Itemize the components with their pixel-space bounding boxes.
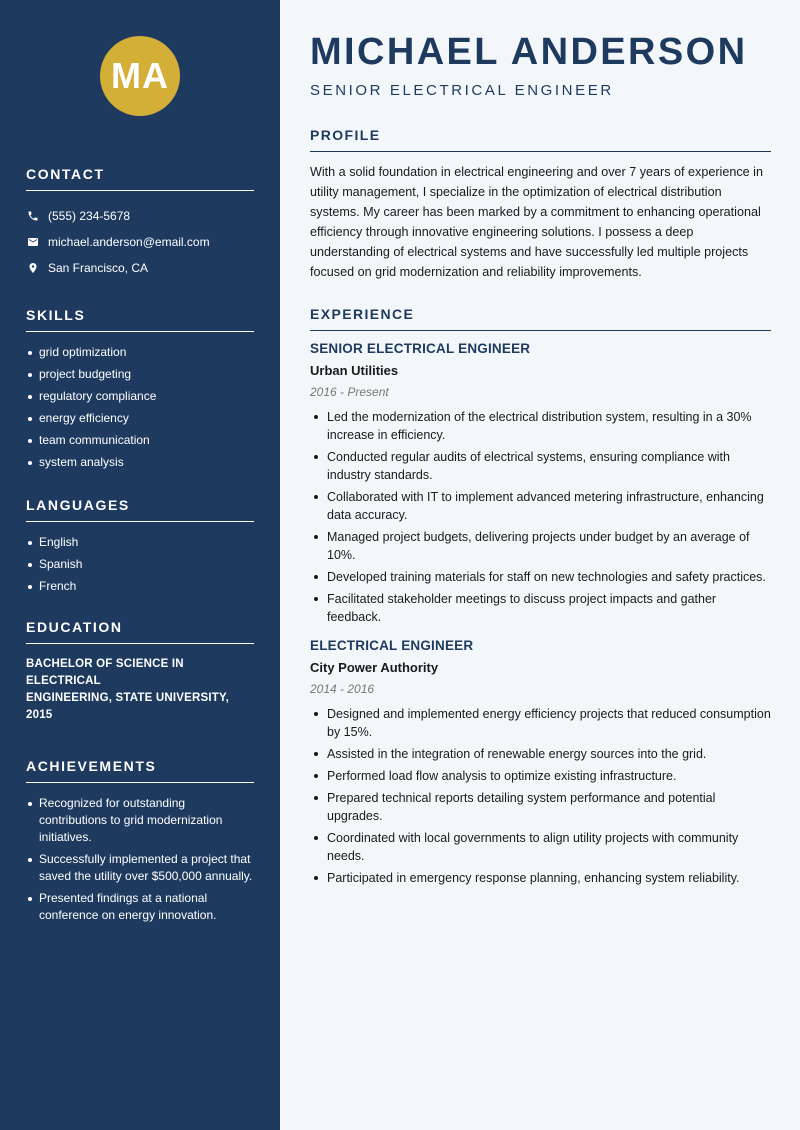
job-bullet: Developed training materials for staff on new technologies and safety practices. (310, 568, 771, 586)
sidebar (0, 0, 280, 1130)
language-item: French (26, 578, 254, 595)
email-text[interactable]: michael.anderson@email.com (48, 235, 210, 249)
languages-list (26, 534, 254, 595)
job-dates: 2014 - 2016 (310, 682, 375, 696)
job-bullet: Facilitated stakeholder meetings to discuss project impacts and gather feedback. (310, 590, 771, 626)
contact-location (26, 255, 254, 281)
mail-icon (26, 235, 40, 249)
candidate-name: MICHAEL ANDERSON (310, 31, 748, 73)
skill-item: project budgeting (26, 366, 254, 383)
contact-phone (26, 203, 254, 229)
education-degree (26, 656, 254, 724)
skill-item: team communication (26, 432, 254, 449)
job-entry (310, 341, 771, 626)
profile-text: With a solid foundation in electrical engineering and over 7 years of experience in utility management, I specialize in the optimization of electrical distribution systems. My career has been marked by a commitment to enhancing operational efficiency through innovative engineering solutions. I possess a deep understanding of electrical systems and have successfully led multiple projects focused on grid modernization and reliability improvements. (310, 165, 763, 279)
experience-section (310, 306, 771, 887)
language-item: English (26, 534, 254, 551)
job-bullet: Coordinated with local governments to align utility projects with community needs. (310, 829, 771, 865)
skill-item: system analysis (26, 454, 254, 471)
job-company: Urban Utilities (310, 363, 399, 378)
skills-section (26, 307, 254, 471)
contact-email (26, 229, 254, 255)
job-bullet: Managed project budgets, delivering projects under budget by an average of 10%. (310, 528, 771, 564)
achievement-item: Presented findings at a national conference on energy innovation. (26, 890, 254, 924)
main-content (280, 0, 800, 1130)
job-bullet: Assisted in the integration of renewable energy sources into the grid. (310, 745, 771, 763)
languages-section (26, 497, 254, 595)
phone-icon (26, 209, 40, 223)
profile-section (310, 127, 771, 282)
avatar: MA (100, 36, 180, 116)
experience-heading: EXPERIENCE (310, 306, 771, 331)
skill-item: grid optimization (26, 344, 254, 361)
job-bullets (310, 705, 771, 887)
job-bullets (310, 408, 771, 626)
job-bullet: Designed and implemented energy efficiency projects that reduced consumption by 15%. (310, 705, 771, 741)
candidate-title: SENIOR ELECTRICAL ENGINEER (310, 82, 614, 99)
job-bullet: Led the modernization of the electrical distribution system, resulting in a 30% increase in efficiency. (310, 408, 771, 444)
languages-heading: LANGUAGES (26, 497, 254, 522)
skills-list (26, 344, 254, 471)
skills-heading: SKILLS (26, 307, 254, 332)
job-bullet: Conducted regular audits of electrical systems, ensuring compliance with industry standards. (310, 448, 771, 484)
skill-item: energy efficiency (26, 410, 254, 427)
job-bullet: Participated in emergency response planning, enhancing system reliability. (310, 869, 771, 887)
location-pin-icon (26, 261, 40, 275)
job-bullet: Performed load flow analysis to optimize existing infrastructure. (310, 767, 771, 785)
achievement-item: Successfully implemented a project that saved the utility over $500,000 annually. (26, 851, 254, 885)
language-item: Spanish (26, 556, 254, 573)
education-line-1: BACHELOR OF SCIENCE IN ELECTRICAL (26, 658, 184, 687)
location-text: San Francisco, CA (48, 261, 149, 275)
achievement-item: Recognized for outstanding contributions to grid modernization initiatives. (26, 795, 254, 846)
education-line-2: ENGINEERING, STATE UNIVERSITY, 2015 (26, 692, 230, 721)
job-bullet: Collaborated with IT to implement advanced metering infrastructure, enhancing data accuracy. (310, 488, 771, 524)
job-entry (310, 638, 771, 887)
achievements-heading: ACHIEVEMENTS (26, 758, 254, 783)
job-company: City Power Authority (310, 660, 439, 675)
phone-text[interactable]: (555) 234-5678 (48, 209, 131, 223)
education-heading: EDUCATION (26, 619, 254, 644)
achievements-section (26, 758, 254, 924)
profile-heading: PROFILE (310, 127, 771, 152)
job-title: ELECTRICAL ENGINEER (310, 638, 474, 653)
education-section (26, 619, 254, 724)
job-dates: 2016 - Present (310, 385, 389, 399)
job-bullet: Prepared technical reports detailing system performance and potential upgrades. (310, 789, 771, 825)
job-title: SENIOR ELECTRICAL ENGINEER (310, 341, 531, 356)
contact-section (26, 166, 254, 281)
achievements-list (26, 795, 254, 924)
skill-item: regulatory compliance (26, 388, 254, 405)
contact-heading: CONTACT (26, 166, 254, 191)
